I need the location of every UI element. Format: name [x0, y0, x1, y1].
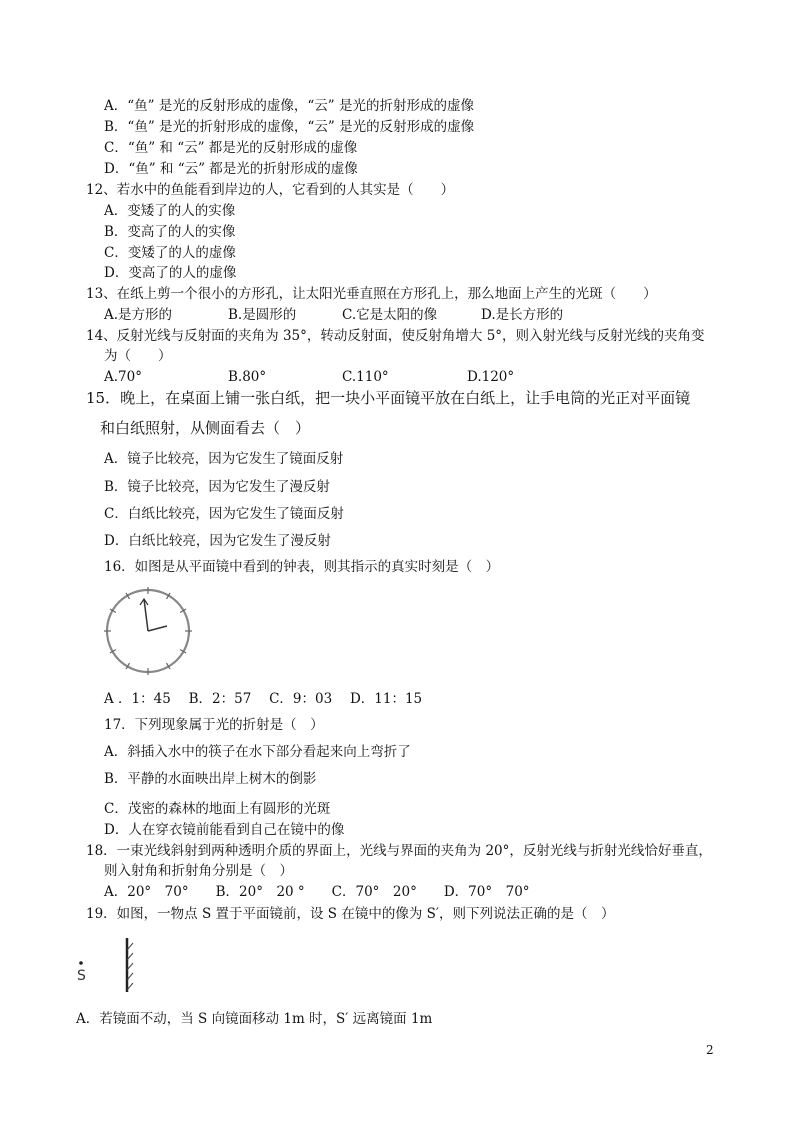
object-point-label: S: [77, 968, 86, 984]
q17-option-b: B．平静的水面映出岸上树木的倒影: [104, 771, 317, 787]
q18-options: A．20° 70° B．20° 20 ° C．70° 20° D．70° 70°: [104, 884, 530, 900]
mirror-clock-figure: [98, 583, 198, 683]
object-point-s: [79, 961, 83, 965]
q12-option-d: D．变高了的人的虚像: [104, 265, 237, 281]
q13-option-d: D.是长方形的: [481, 307, 564, 323]
q12-option-b: B．变高了的人的实像: [104, 224, 236, 240]
q17-option-d: D．人在穿衣镜前能看到自己在镜中的像: [104, 822, 345, 838]
clock-hour-hand: [148, 626, 167, 631]
q15-option-c: C．白纸比较亮，因为它发生了镜面反射: [104, 506, 344, 522]
plane-mirror-figure: [70, 936, 150, 996]
q15-option-b: B．镜子比较亮，因为它发生了漫反射: [104, 479, 330, 495]
q18-stem-line2: 则入射角和折射角分别是（ ）: [104, 863, 293, 879]
q14-option-a: A.70°: [104, 369, 142, 385]
q14-option-d: D.120°: [467, 369, 515, 385]
q13-option-c: C.它是太阳的像: [342, 307, 438, 323]
q16-options: A ．1：45 B．2：57 C．9：03 D．11：15: [104, 691, 423, 707]
q12-option-c: C．变矮了的人的虚像: [104, 245, 236, 261]
q19-option-a: A．若镜面不动，当 S 向镜面移动 1m 时，S′ 远离镜面 1m: [76, 1011, 433, 1027]
q15-stem-line1: 15．晚上，在桌面上铺一张白纸，把一块小平面镜平放在白纸上，让手电筒的光正对平面镜: [86, 389, 691, 407]
page-number: 2: [706, 1043, 714, 1057]
q19-stem: 19．如图，一物点 S 置于平面镜前，设 S 在镜中的像为 S′，则下列说法正确的是（ ）: [86, 906, 615, 922]
q11-option-c: C．“鱼” 和 “云” 都是光的反射形成的虚像: [104, 140, 358, 156]
q18-stem-line1: 18．一束光线斜射到两种透明介质的界面上，光线与界面的夹角为 20°，反射光线与折射光线恰好垂直，: [86, 843, 712, 859]
q15-option-d: D．白纸比较亮，因为它发生了漫反射: [104, 533, 331, 549]
q12-option-a: A．变矮了的人的实像: [104, 203, 236, 219]
q17-stem: 17．下列现象属于光的折射是（ ）: [104, 717, 324, 733]
q11-option-b: B．“鱼” 是光的折射形成的虚像，“云” 是光的反射形成的虚像: [104, 119, 475, 135]
q11-option-a: A．“鱼” 是光的反射形成的虚像，“云” 是光的折射形成的虚像: [104, 98, 474, 114]
q17-option-c: C．茂密的森林的地面上有圆形的光斑: [104, 801, 331, 817]
q14-stem-line1: 14、反射光线与反射面的夹角为 35°，转动反射面，使反射角增大 5°，则入射光线与反射光线的夹角变: [86, 328, 705, 344]
q14-option-c: C.110°: [342, 369, 389, 385]
q15-option-a: A．镜子比较亮，因为它发生了镜面反射: [104, 451, 344, 467]
q15-stem-line2: 和白纸照射，从侧面看去（ ）: [100, 419, 311, 437]
q13-option-a: A.是方形的: [104, 307, 173, 323]
q16-stem: 16．如图是从平面镜中看到的钟表，则其指示的真实时刻是（ ）: [104, 559, 500, 575]
q14-option-b: B.80°: [228, 369, 267, 385]
q12-stem: 12、若水中的鱼能看到岸边的人，它看到的人其实是（ ）: [86, 182, 455, 198]
q13-stem: 13、在纸上剪一个很小的方形孔，让太阳光垂直照在方形孔上，那么地面上产生的光斑（ ）: [86, 286, 657, 302]
q17-option-a: A．斜插入水中的筷子在水下部分看起来向上弯折了: [104, 744, 411, 760]
q14-stem-line2: 为（ ）: [104, 348, 172, 364]
q11-option-d: D．“鱼” 和 “云” 都是光的折射形成的虚像: [104, 161, 358, 177]
q13-option-b: B.是圆形的: [228, 307, 297, 323]
